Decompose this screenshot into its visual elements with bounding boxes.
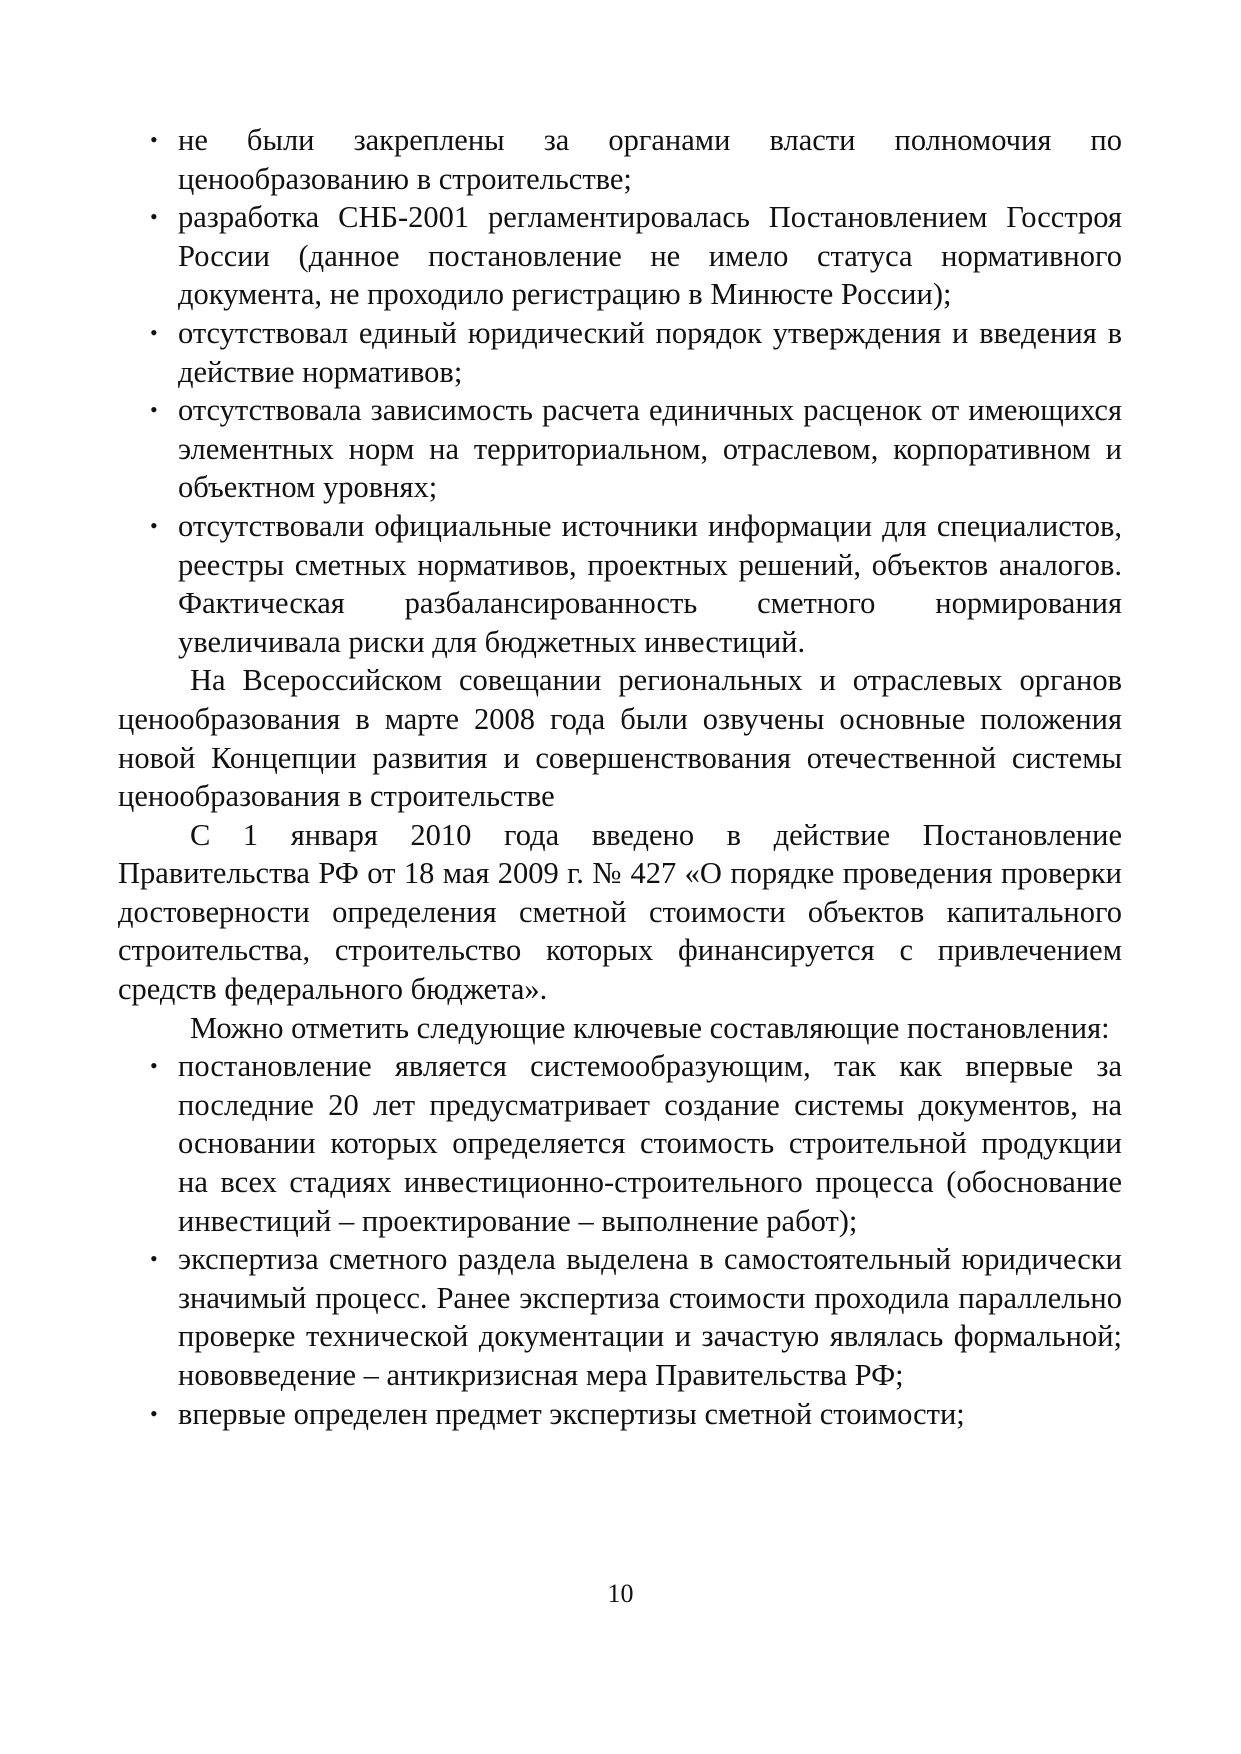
bullet-icon: •	[150, 127, 158, 152]
list-item	[118, 507, 1122, 661]
list-item	[118, 1240, 1122, 1394]
list-item-text: не были закреплены за органами власти полномочия по ценообразованию в строительстве;	[178, 123, 1122, 196]
bullet-icon: •	[150, 1246, 158, 1272]
bullet-icon: •	[150, 1053, 158, 1079]
list-item-text: разработка СНБ-2001 регламентировалась Постановлением Госстроя России (данное постановление не имело статуса нормативного документа, не проходило регистрацию в Минюсте России);	[178, 200, 1122, 312]
list-item	[118, 1395, 1122, 1434]
bullet-icon: •	[150, 397, 158, 423]
document-body	[118, 121, 1122, 1433]
bullet-icon: •	[150, 512, 158, 538]
list-item	[118, 121, 1122, 198]
bullet-list-shortcomings	[118, 121, 1122, 661]
list-item-text: впервые определен предмет экспертизы сметной стоимости;	[178, 1396, 965, 1431]
list-item-text: отсутствовала зависимость расчета единичных расценок от имеющихся элементных норм на территориальном, отраслевом, корпоративном и объектном уровнях;	[178, 393, 1122, 505]
list-item	[118, 198, 1122, 314]
list-item-text: экспертиза сметного раздела выделена в самостоятельный юридически значимый процесс. Ранее экспертиза стоимости проходила параллельно проверке технической документации и зачастую являлась формальной; нововведение – антикризисная мера Правительства РФ;	[178, 1242, 1122, 1392]
paragraph-concept: На Всероссийском совещании региональных и отраслевых органов ценообразования в марте 2008 года были озвучены основные положения новой Концепции развития и совершенствования отечественной системы ценообразования в строительстве	[118, 663, 1122, 814]
bullet-list-components	[118, 1047, 1122, 1433]
bullet-icon: •	[150, 319, 158, 345]
page-number: 10	[607, 1579, 634, 1608]
list-item	[118, 1047, 1122, 1240]
bullet-icon: •	[150, 204, 158, 230]
list-item	[118, 391, 1122, 507]
paragraph-resolution: С 1 января 2010 года введено в действие Постановление Правительства РФ от 18 мая 2009 г. № 427 «О порядке проведения проверки достоверности определения сметной стоимости объектов капитального строительства, строительство которых финансируется с привлечением средств федерального бюджета».	[118, 817, 1122, 1007]
list-item-text: отсутствовали официальные источники информации для специалистов, реестры сметных нормативов, проектных решений, объектов аналогов. Фактическая разбалансированность сметного нормирования увеличивала риски для бюджетных инвестиций.	[178, 508, 1122, 659]
list-item	[118, 314, 1122, 391]
bullet-icon: •	[150, 1400, 158, 1426]
list-item-text: постановление является системообразующим, так как впервые за последние 20 лет предусматривает создание системы документов, на основании которых определяется стоимость строительной продукции на всех стадиях инвестиционно-строительного процесса (обоснование инвестиций – проектирование – выполнение работ);	[178, 1049, 1122, 1238]
paragraph-key-components: Можно отметить следующие ключевые составляющие постановления:	[190, 1010, 1110, 1045]
list-item-text: отсутствовал единый юридический порядок утверждения и введения в действие нормативов;	[178, 315, 1122, 389]
